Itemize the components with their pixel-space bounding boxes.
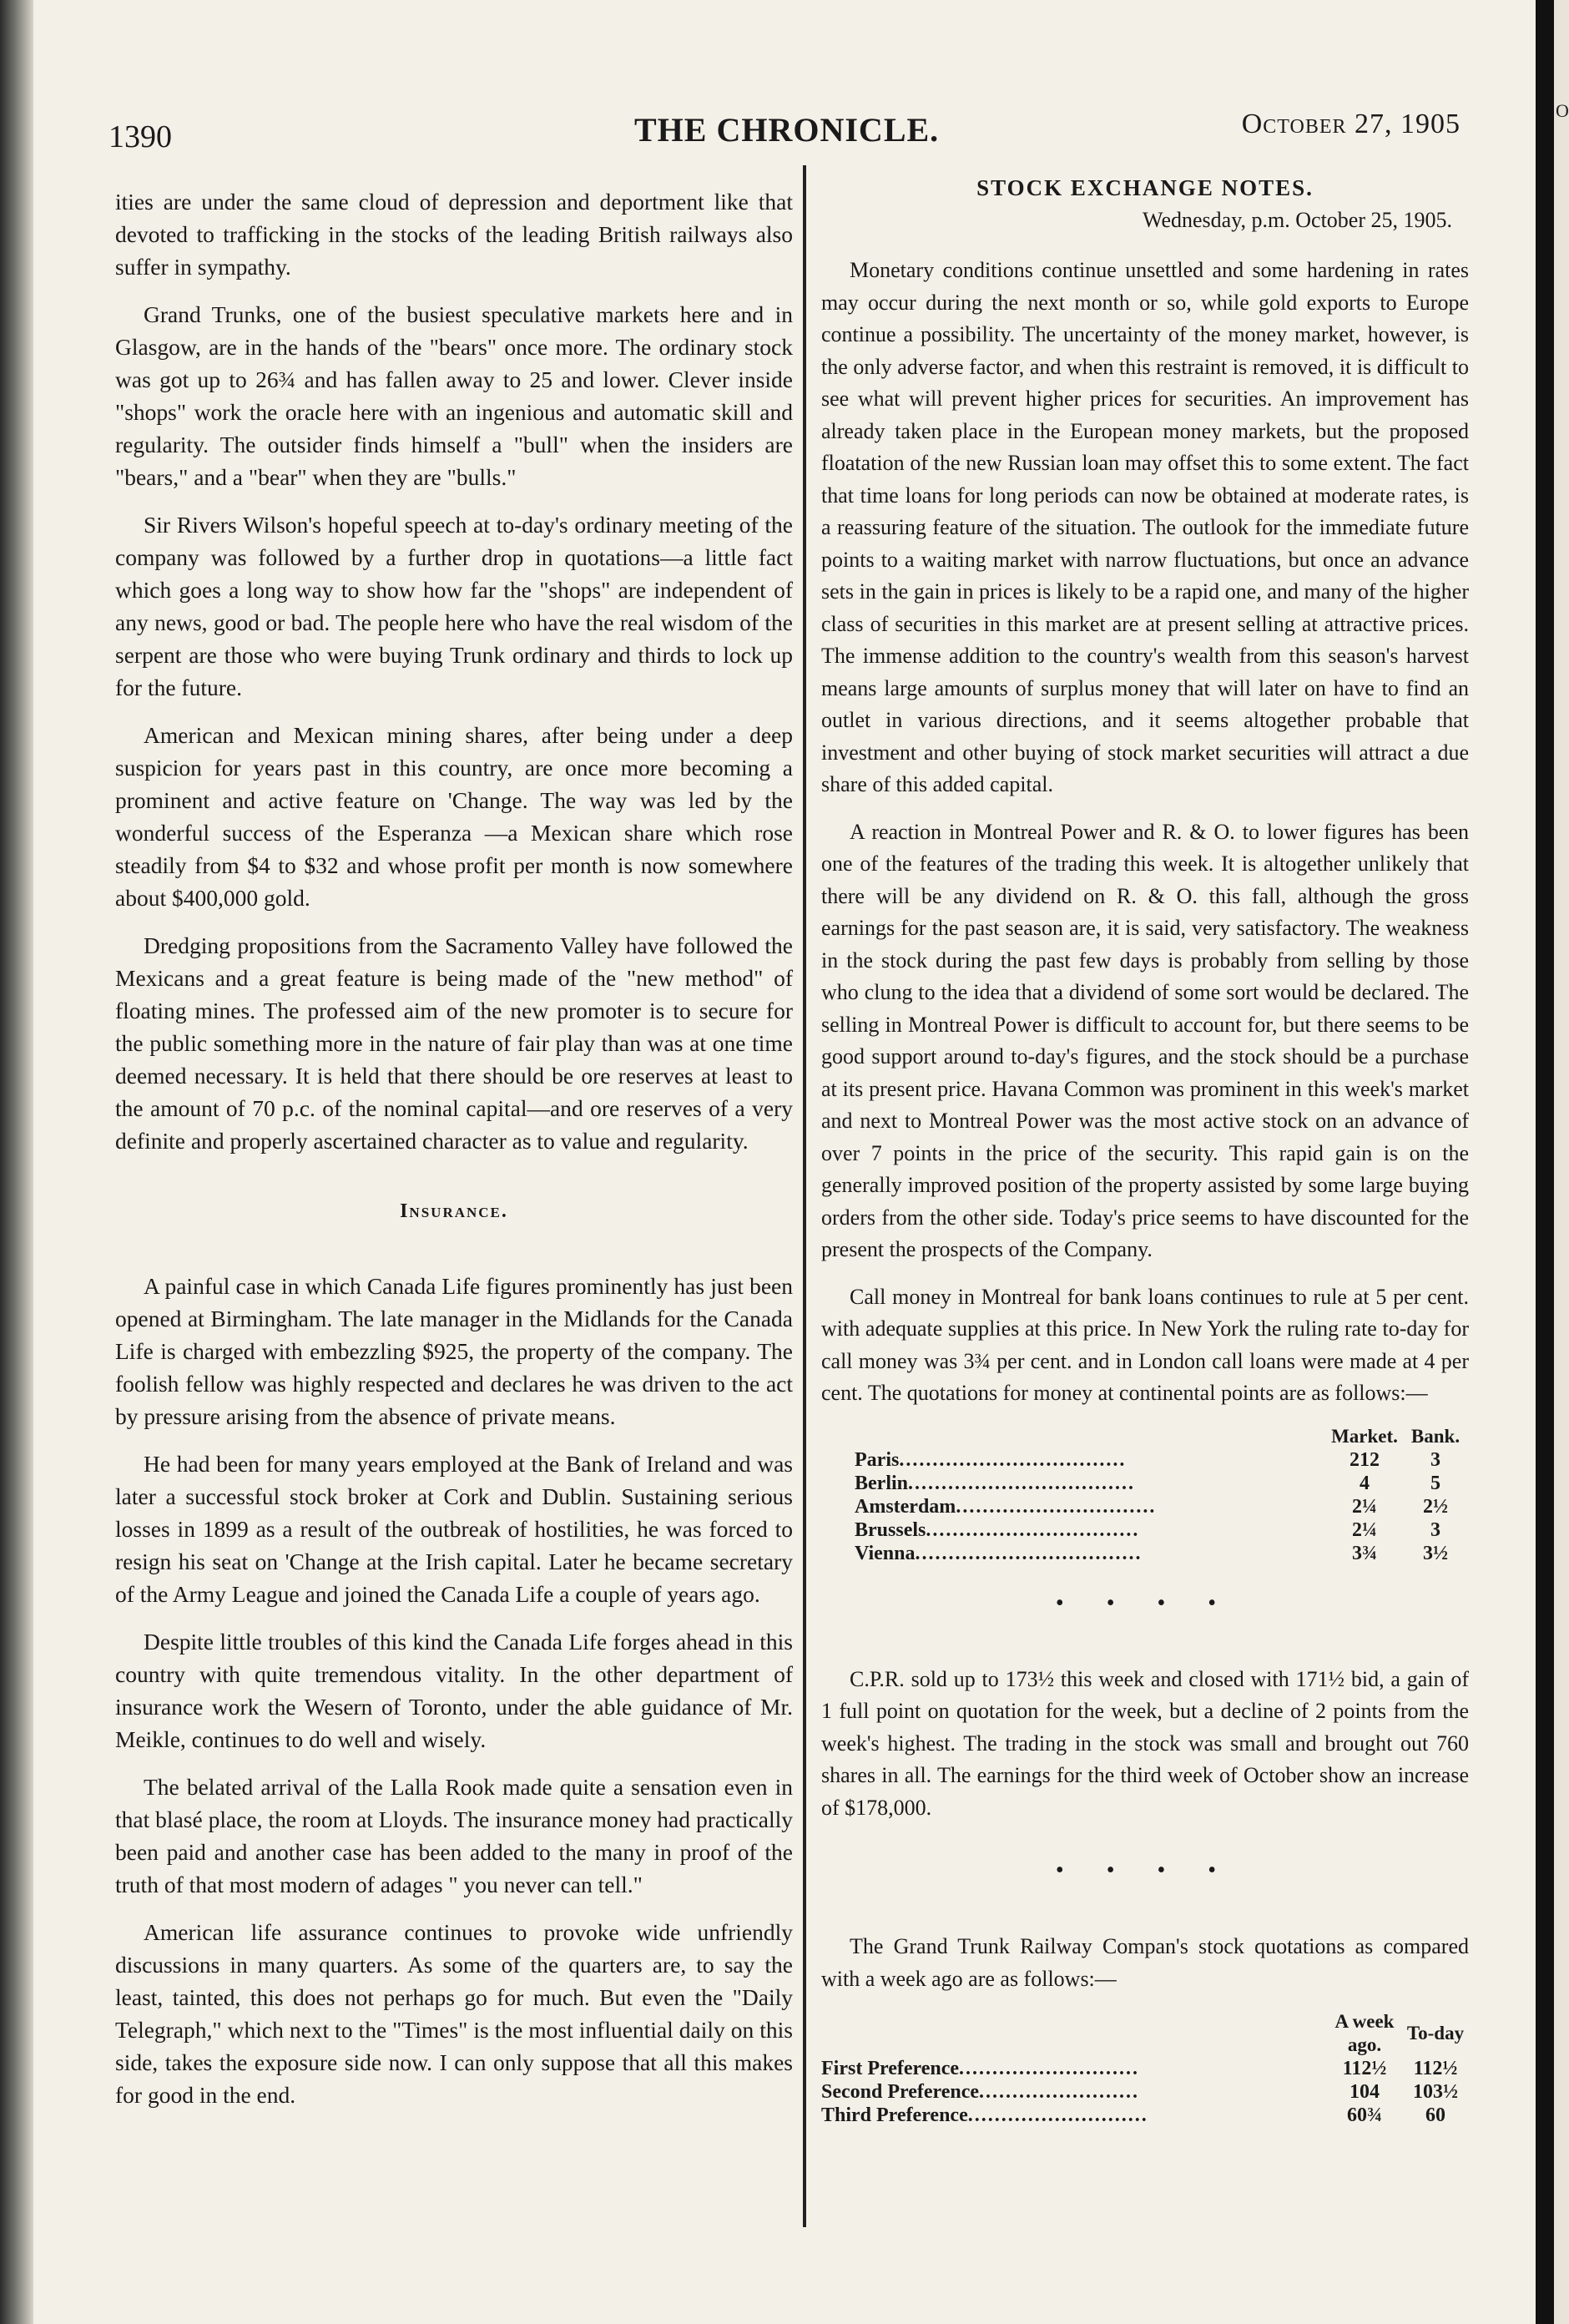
today-price: 103½: [1413, 2081, 1458, 2103]
dateline: Wednesday, p.m. October 25, 1905.: [1143, 208, 1452, 232]
paragraph: American life assurance continues to provoke wide unfriendly discussions in many quarters. As some of the quarters are, to say the least, tainted, this does not perhaps go for much. But even the "Daily Telegraph," which next to the "Times" is the most influential daily on this side, takes the exposure side now. I can only suppose that all this makes for good in the end.: [115, 1919, 793, 2108]
grand-trunk-quotations-table: [821, 2010, 1469, 2127]
paragraph: Call money in Montreal for bank loans continues to rule at 5 per cent. with adequate supplies at this price. In New York the ruling rate to-day for call money was 3¾ per cent. and in London call loans were made at 4 per cent. The quotations for money at continental points are as follows:—: [821, 1284, 1469, 1405]
bank-rate: 5: [1430, 1472, 1440, 1494]
week-ago-price: 112½: [1342, 2058, 1387, 2079]
table-row: Vienna.................................. 3¾ 3½: [821, 1542, 1469, 1565]
paragraph: Grand Trunks, one of the busiest speculative markets here and in Glasgow, are in the hands of the "bears" once more. The ordinary stock was got up to 26¾ and has fallen away to 25 and lower. Clever inside "shops" work the oracle here with an ingenious and automatic skill and regularity. The outsider finds himself a "bull" when the insiders are "bears," and a "bear" when they are "bulls.": [115, 301, 793, 490]
paragraph: A reaction in Montreal Power and R. & O. to lower figures has been one of the features of the trading this week. It is altogether unlikely that there will be any dividend on R. & O. this fall, although the gross earnings for the past season are, it is said, very satisfactory. The weakness in the stock during the past few days is probably from selling by those who clung to the idea that a dividend of some sort would be declared. The selling in Montreal Power is difficult to account for, but there seems to be good support around to-day's figures, and the stock should be a purchase at its present price. Havana Common was prominent in this week's market and next to Montreal Power was the most active stock on an advance of over 7 points in the price of the security. This rapid gain is on the generally improved position of the property assisted by some large buying orders from the other side. Today's price seems to have discounted for the present the prospects of the Company.: [821, 819, 1469, 1261]
paragraph: He had been for many years employed at the Bank of Ireland and was later a successful stock broker at Cork and Dublin. Sustaining serious losses in 1899 as a result of the outbreak of hostilities, he was forced to resign his seat on 'Change at the Irish capital. Later he became secretary of the Army League and joined the Canada Life a couple of years ago.: [115, 1451, 793, 1607]
left-column: [115, 185, 793, 2126]
publication-title: THE CHRONICLE.: [634, 111, 940, 149]
money-rates-table: [821, 1425, 1469, 1565]
paragraph: Dredging propositions from the Sacramento Valley have followed the Mexicans and a great feature is being made of the "new method" of floating mines. The professed aim of the new promoter is to secure for the public something more in the nature of fair play than was at one time deemed necessary. It is held that there should be ore reserves at least to the amount of 70 p.c. of the nominal capital—and ore reserves of a very definite and properly ascertained character as to value and regularity.: [115, 932, 793, 1154]
insurance-heading: Insurance.: [400, 1200, 508, 1222]
paragraph: Monetary conditions continue unsettled and some hardening in rates may occur during the next month or so, while gold exports to Europe continue a possibility. The uncertainty of the money market, however, is the only adverse factor, and when this restraint is removed, it is difficult to see what will prevent higher prices for securities. An improvement has already taken place in the European money markets, but the proposed floatation of the new Russian loan may offset this to some extent. The fact that time loans for long periods can now be obtained at moderate rates, is a reassuring feature of the situation. The outlook for the immediate future points to a waiting market with narrow fluctuations, but once an advance sets in the gain in prices is likely to be a rapid one, and many of the higher class of securities in this market are at present selling at attractive prices. The immense addition to the country's wealth from this season's harvest means large amounts of surplus money that will later on have to find an outlet in various directions, and it seems altogether probable that investment and other buying of stock market securities will attract a due share of this added capital.: [821, 258, 1469, 796]
city-name: Paris: [855, 1448, 900, 1471]
market-rate: 2¼: [1352, 1518, 1377, 1541]
column-header: Bank.: [1410, 1425, 1461, 1447]
issue-date: October 27, 1905: [1241, 109, 1461, 139]
paragraph: Sir Rivers Wilson's hopeful speech at to-day's ordinary meeting of the company was followed by a further drop in quotations—a little fact which goes a long way to show how far the "shops" are independent of any news, good or bad. The people here who have the real wisdom of the serpent are those who were buying Trunk ordinary and thirds to lock up for the future.: [115, 512, 793, 700]
paragraph: The Grand Trunk Railway Compan's stock quotations as compared with a week ago are as follows:—: [821, 1934, 1469, 1991]
city-name: Brussels: [855, 1518, 926, 1541]
week-ago-price: 104: [1350, 2081, 1380, 2103]
paragraph: The belated arrival of the Lalla Rook made quite a sensation even in that blasé place, the room at Lloyds. The insurance money had practically been paid and another case has been added to the many in proof of the truth of that most modern of adages " you never can tell.": [115, 1774, 793, 1897]
today-price: 112½: [1413, 2058, 1458, 2079]
section-separator: • • • •: [1055, 1589, 1235, 1616]
stock-name: Second Preference: [821, 2081, 980, 2103]
paragraph: C.P.R. sold up to 173½ this week and closed with 171½ bid, a gain of 1 full point on quotation for the week, but a decline of 2 points from the week's highest. The trading in the stock was small and brought out 760 shares in all. The earnings for the third week of October show an increase of $178,000.: [821, 1666, 1469, 1820]
next-page-letter: O: [1556, 100, 1569, 121]
paragraph: ities are under the same cloud of depression and deportment like that devoted to trafficking in the stocks of the leading British railways also suffer in sympathy.: [115, 189, 793, 280]
market-rate: 2¼: [1352, 1495, 1377, 1518]
table-row: Paris.................................. 212 3: [821, 1448, 1469, 1472]
stock-name: Third Preference: [821, 2104, 968, 2126]
table-row: Berlin.................................. 4 5: [821, 1472, 1469, 1495]
column-rule: [803, 165, 806, 2227]
column-header: To-day: [1406, 2023, 1465, 2044]
city-name: Amsterdam: [855, 1495, 956, 1518]
bank-rate: 3½: [1423, 1542, 1448, 1564]
city-name: Vienna: [855, 1542, 916, 1564]
table-row: Brussels................................ 2¼ 3: [821, 1518, 1469, 1542]
paragraph: A painful case in which Canada Life figures prominently has just been opened at Birmingham. The late manager in the Midlands for the Canada Life is charged with embezzling $925, the property of the company. The foolish fellow was highly respected and declares he was driven to the act by pressure arising from the absence of private means.: [115, 1273, 793, 1429]
table-header-row: [821, 1425, 1469, 1448]
column-header: A week ago.: [1334, 2011, 1395, 2055]
today-price: 60: [1425, 2104, 1445, 2126]
city-name: Berlin: [855, 1472, 908, 1494]
next-page-strip: [1554, 0, 1569, 2324]
page-number: 1390: [108, 119, 172, 154]
right-column: [821, 175, 1469, 2152]
week-ago-price: 60¾: [1347, 2104, 1382, 2126]
bank-rate: 3: [1430, 1448, 1440, 1471]
table-row: Second Preference........................ 104 103½: [821, 2080, 1469, 2104]
market-rate: 212: [1350, 1448, 1380, 1471]
paragraph: Despite little troubles of this kind the Canada Life forges ahead in this country with quite tremendous vitality. In the other department of insurance work the Wesern of Toronto, under the able guidance of Mr. Meikle, continues to do well and wisely.: [115, 1629, 793, 1752]
paragraph: American and Mexican mining shares, after being under a deep suspicion for years past in this country, are once more becoming a prominent and active feature on 'Change. The way was led by the wonderful success of the Esperanza —a Mexican share which rose steadily from $4 to $32 and whose profit per month is now somewhere about $400,000 gold.: [115, 722, 793, 911]
page-header: [108, 109, 1461, 159]
stock-exchange-heading: STOCK EXCHANGE NOTES.: [976, 175, 1314, 200]
page-edge-left: [0, 0, 33, 2324]
market-rate: 4: [1360, 1472, 1370, 1494]
column-header: Market.: [1331, 1425, 1398, 1447]
table-row: Third Preference........................... 60¾ 60: [821, 2104, 1469, 2127]
bank-rate: 2½: [1423, 1495, 1448, 1518]
table-row: First Preference........................... 112½ 112½: [821, 2057, 1469, 2080]
table-row: Amsterdam.............................. 2¼ 2½: [821, 1495, 1469, 1518]
bank-rate: 3: [1430, 1518, 1440, 1541]
market-rate: 3¾: [1352, 1542, 1377, 1564]
table-header-row: [821, 2010, 1469, 2057]
section-separator: • • • •: [1055, 1857, 1235, 1883]
stock-name: First Preference: [821, 2058, 960, 2079]
